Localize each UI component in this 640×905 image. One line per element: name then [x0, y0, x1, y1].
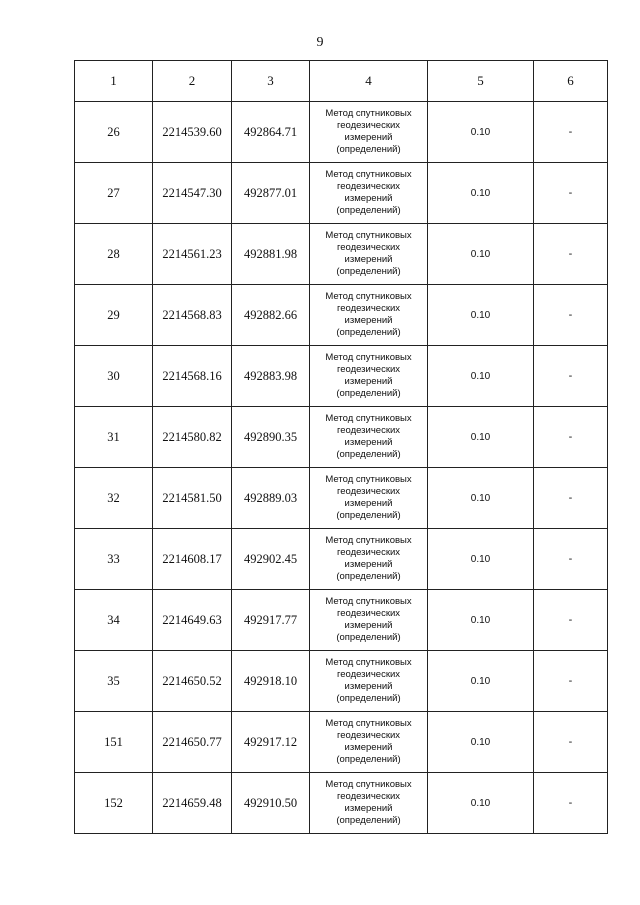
accuracy-cell: 0.10: [428, 468, 534, 529]
method-cell: [310, 651, 428, 712]
method-line: (определений): [336, 144, 401, 155]
x-coordinate-cell: 2214580.82: [153, 407, 232, 468]
table-row: [75, 224, 608, 285]
x-coordinate-cell: 2214547.30: [153, 163, 232, 224]
note-cell: -: [534, 163, 608, 224]
method-line: Метод спутниковых: [325, 718, 412, 729]
point-number-cell: 152: [75, 773, 153, 834]
method-line: Метод спутниковых: [325, 413, 412, 424]
method-cell: [310, 346, 428, 407]
method-cell: [310, 468, 428, 529]
point-number-cell: 31: [75, 407, 153, 468]
x-coordinate-cell: 2214649.63: [153, 590, 232, 651]
method-line: измерений: [344, 803, 393, 814]
point-number-cell: 28: [75, 224, 153, 285]
x-coordinate-cell: 2214539.60: [153, 102, 232, 163]
accuracy-cell: 0.10: [428, 590, 534, 651]
method-line: (определений): [336, 571, 401, 582]
header-cell-2: 2: [153, 61, 232, 102]
accuracy-cell: 0.10: [428, 102, 534, 163]
accuracy-cell: 0.10: [428, 773, 534, 834]
table-row: [75, 529, 608, 590]
x-coordinate-cell: 2214650.77: [153, 712, 232, 773]
note-cell: -: [534, 712, 608, 773]
y-coordinate-cell: 492918.10: [232, 651, 310, 712]
method-line: измерений: [344, 437, 393, 448]
y-coordinate-cell: 492864.71: [232, 102, 310, 163]
method-line: (определений): [336, 510, 401, 521]
x-coordinate-cell: 2214568.83: [153, 285, 232, 346]
method-line: геодезических: [336, 547, 401, 558]
header-cell-3: 3: [232, 61, 310, 102]
table-body: [75, 61, 608, 834]
note-cell: -: [534, 346, 608, 407]
coordinates-table: [74, 60, 608, 834]
method-cell: [310, 102, 428, 163]
method-cell: [310, 224, 428, 285]
y-coordinate-cell: 492902.45: [232, 529, 310, 590]
method-line: измерений: [344, 132, 393, 143]
method-line: геодезических: [336, 425, 401, 436]
x-coordinate-cell: 2214568.16: [153, 346, 232, 407]
point-number-cell: 151: [75, 712, 153, 773]
method-line: измерений: [344, 193, 393, 204]
note-cell: -: [534, 590, 608, 651]
y-coordinate-cell: 492883.98: [232, 346, 310, 407]
method-line: Метод спутниковых: [325, 169, 412, 180]
table-row: [75, 773, 608, 834]
y-coordinate-cell: 492910.50: [232, 773, 310, 834]
table-row: [75, 651, 608, 712]
note-cell: -: [534, 529, 608, 590]
method-line: измерений: [344, 376, 393, 387]
note-cell: -: [534, 651, 608, 712]
x-coordinate-cell: 2214608.17: [153, 529, 232, 590]
method-line: Метод спутниковых: [325, 352, 412, 363]
method-line: геодезических: [336, 669, 401, 680]
y-coordinate-cell: 492881.98: [232, 224, 310, 285]
method-line: (определений): [336, 632, 401, 643]
method-line: измерений: [344, 498, 393, 509]
method-line: Метод спутниковых: [325, 230, 412, 241]
method-line: геодезических: [336, 120, 401, 131]
header-cell-4: 4: [310, 61, 428, 102]
table-row: [75, 712, 608, 773]
method-line: (определений): [336, 266, 401, 277]
method-cell: [310, 407, 428, 468]
accuracy-cell: 0.10: [428, 346, 534, 407]
method-line: измерений: [344, 620, 393, 631]
method-line: геодезических: [336, 791, 401, 802]
note-cell: -: [534, 102, 608, 163]
y-coordinate-cell: 492877.01: [232, 163, 310, 224]
method-line: геодезических: [336, 303, 401, 314]
accuracy-cell: 0.10: [428, 163, 534, 224]
method-line: геодезических: [336, 242, 401, 253]
point-number-cell: 35: [75, 651, 153, 712]
method-line: (определений): [336, 327, 401, 338]
method-line: измерений: [344, 742, 393, 753]
method-cell: [310, 163, 428, 224]
accuracy-cell: 0.10: [428, 285, 534, 346]
method-line: измерений: [344, 254, 393, 265]
header-cell-6: 6: [534, 61, 608, 102]
method-line: измерений: [344, 681, 393, 692]
y-coordinate-cell: 492917.77: [232, 590, 310, 651]
table-row: [75, 407, 608, 468]
method-cell: [310, 529, 428, 590]
page-number: 9: [316, 35, 324, 50]
method-cell: [310, 712, 428, 773]
method-line: Метод спутниковых: [325, 474, 412, 485]
x-coordinate-cell: 2214650.52: [153, 651, 232, 712]
method-line: (определений): [336, 693, 401, 704]
method-line: (определений): [336, 388, 401, 399]
point-number-cell: 30: [75, 346, 153, 407]
y-coordinate-cell: 492917.12: [232, 712, 310, 773]
header-cell-5: 5: [428, 61, 534, 102]
y-coordinate-cell: 492882.66: [232, 285, 310, 346]
point-number-cell: 26: [75, 102, 153, 163]
point-number-cell: 29: [75, 285, 153, 346]
point-number-cell: 33: [75, 529, 153, 590]
table-row: [75, 285, 608, 346]
method-line: Метод спутниковых: [325, 596, 412, 607]
method-line: Метод спутниковых: [325, 779, 412, 790]
header-cell-1: 1: [75, 61, 153, 102]
header-row: [75, 61, 608, 102]
note-cell: -: [534, 407, 608, 468]
method-line: (определений): [336, 449, 401, 460]
method-line: измерений: [344, 315, 393, 326]
method-line: (определений): [336, 754, 401, 765]
x-coordinate-cell: 2214659.48: [153, 773, 232, 834]
point-number-cell: 27: [75, 163, 153, 224]
method-line: (определений): [336, 815, 401, 826]
method-line: Метод спутниковых: [325, 108, 412, 119]
method-cell: [310, 773, 428, 834]
method-line: геодезических: [336, 364, 401, 375]
method-cell: [310, 285, 428, 346]
accuracy-cell: 0.10: [428, 529, 534, 590]
method-line: Метод спутниковых: [325, 291, 412, 302]
table-row: [75, 590, 608, 651]
table-row: [75, 346, 608, 407]
accuracy-cell: 0.10: [428, 407, 534, 468]
method-line: Метод спутниковых: [325, 535, 412, 546]
table-row: [75, 163, 608, 224]
method-cell: [310, 590, 428, 651]
point-number-cell: 32: [75, 468, 153, 529]
table-row: [75, 102, 608, 163]
x-coordinate-cell: 2214561.23: [153, 224, 232, 285]
method-line: измерений: [344, 559, 393, 570]
x-coordinate-cell: 2214581.50: [153, 468, 232, 529]
method-line: геодезических: [336, 486, 401, 497]
y-coordinate-cell: 492890.35: [232, 407, 310, 468]
table-row: [75, 468, 608, 529]
accuracy-cell: 0.10: [428, 651, 534, 712]
y-coordinate-cell: 492889.03: [232, 468, 310, 529]
method-line: геодезических: [336, 181, 401, 192]
note-cell: -: [534, 773, 608, 834]
method-line: геодезических: [336, 730, 401, 741]
note-cell: -: [534, 224, 608, 285]
method-line: (определений): [336, 205, 401, 216]
note-cell: -: [534, 285, 608, 346]
note-cell: -: [534, 468, 608, 529]
accuracy-cell: 0.10: [428, 224, 534, 285]
method-line: Метод спутниковых: [325, 657, 412, 668]
method-line: геодезических: [336, 608, 401, 619]
point-number-cell: 34: [75, 590, 153, 651]
accuracy-cell: 0.10: [428, 712, 534, 773]
